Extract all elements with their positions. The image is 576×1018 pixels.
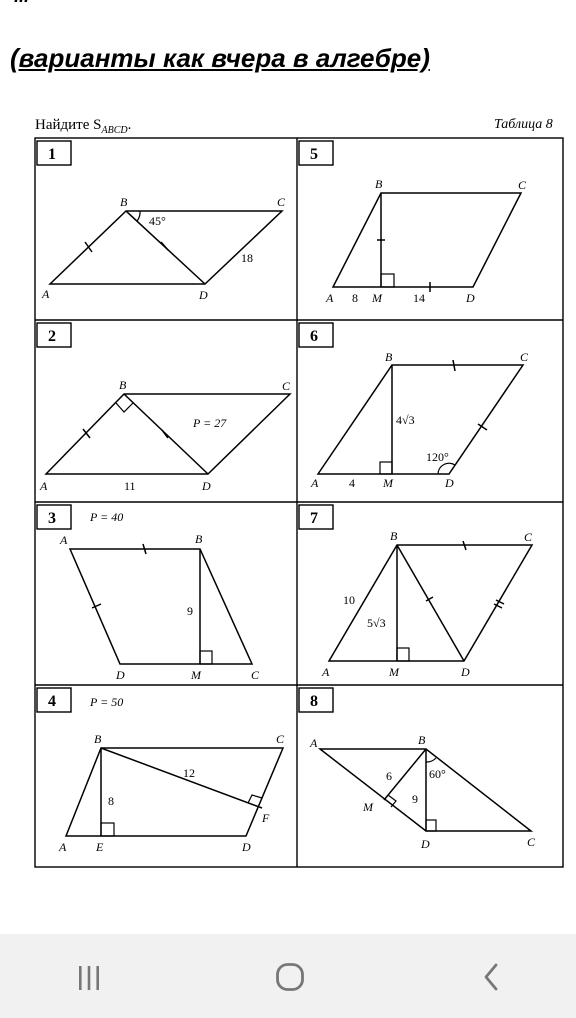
right-angle-mark-2 — [116, 403, 133, 412]
perimeter-label: P = 50 — [90, 695, 124, 709]
figure-4 — [58, 695, 285, 854]
label-b: B — [195, 532, 203, 546]
label-d: D — [116, 668, 125, 682]
label-a: A — [59, 840, 67, 854]
label-c: C — [520, 350, 529, 364]
label-b: B — [385, 350, 393, 364]
label-e: E — [96, 840, 104, 854]
home-icon — [274, 961, 306, 993]
label-m: M — [191, 668, 201, 682]
am-label: 8 — [352, 291, 358, 305]
diagonal-bd-7 — [397, 545, 464, 661]
cell-number-8: 8 — [310, 693, 318, 710]
label-a: A — [40, 479, 48, 493]
label-d: D — [445, 476, 454, 490]
label-b: B — [94, 732, 102, 746]
md-label: 14 — [413, 291, 425, 305]
perimeter-label: P = 27 — [193, 416, 227, 430]
figure-3 — [59, 510, 260, 682]
height-label: 5√3 — [367, 616, 386, 630]
label-d: D — [466, 291, 475, 305]
home-button[interactable] — [265, 952, 315, 1002]
label-d: D — [242, 840, 251, 854]
bd-label: 9 — [412, 792, 418, 806]
cell-number-1: 1 — [48, 146, 56, 163]
angle-label: 120° — [426, 450, 449, 464]
cell-number-4: 4 — [48, 693, 56, 710]
label-c: C — [276, 732, 285, 746]
table-label: Таблица 8 — [494, 117, 553, 132]
label-m: M — [363, 800, 373, 814]
back-button[interactable] — [467, 952, 517, 1002]
right-angle-mark-8a — [426, 820, 436, 831]
parallelogram-6 — [318, 365, 523, 474]
figure-1 — [41, 195, 286, 302]
bf-label: 12 — [183, 766, 195, 780]
system-navigation-bar — [0, 934, 576, 1018]
label-b: B — [375, 177, 383, 191]
parallelogram-4 — [66, 748, 283, 836]
parallelogram-5 — [333, 193, 521, 287]
label-a: A — [60, 533, 68, 547]
angle-label: 45° — [149, 214, 166, 228]
label-c: C — [518, 178, 527, 192]
right-angle-mark-4a — [101, 823, 114, 836]
right-angle-mark-7 — [397, 648, 409, 661]
label-c: C — [282, 379, 291, 393]
label-b: B — [119, 378, 127, 392]
label-a: A — [311, 476, 319, 490]
right-angle-mark-8b — [388, 795, 396, 807]
back-icon — [477, 962, 507, 992]
tick-bd-1 — [161, 242, 168, 250]
height-label: 9 — [187, 604, 193, 618]
tick-bc-6 — [453, 360, 455, 371]
figure-8 — [309, 733, 536, 851]
figure-5 — [325, 177, 527, 305]
label-b: B — [120, 195, 128, 209]
cell-number-2: 2 — [48, 328, 56, 345]
height-label: 8 — [108, 794, 114, 808]
angle-arc-1 — [137, 211, 140, 221]
angle-label: 60° — [429, 767, 446, 781]
label-d: D — [202, 479, 211, 493]
label-a: A — [326, 291, 334, 305]
label-a: A — [322, 665, 330, 679]
cell-number-5: 5 — [310, 146, 318, 163]
label-a: A — [42, 287, 50, 301]
label-m: M — [383, 476, 393, 490]
am-label: 4 — [349, 476, 355, 490]
label-m: M — [372, 291, 382, 305]
parallelogram-3 — [70, 549, 252, 664]
task-subscript: ABCD — [101, 125, 128, 136]
cell-number-3: 3 — [48, 510, 56, 527]
bm-label: 6 — [386, 769, 392, 783]
right-angle-mark-5 — [381, 274, 394, 287]
tick-ab-1 — [85, 242, 92, 252]
label-m: M — [389, 665, 399, 679]
label-c: C — [277, 195, 286, 209]
label-c: C — [527, 835, 536, 849]
side-label: 18 — [241, 251, 253, 265]
label-c: C — [524, 530, 533, 544]
right-angle-mark-6 — [380, 462, 392, 474]
cell-number-7: 7 — [310, 510, 318, 527]
right-angle-mark-3 — [200, 651, 212, 664]
recent-apps-icon — [74, 962, 104, 992]
label-b: B — [418, 733, 426, 747]
perimeter-label: P = 40 — [90, 510, 124, 524]
height-bf-4 — [101, 748, 262, 808]
label-d: D — [421, 837, 430, 851]
ab-label: 10 — [343, 593, 355, 607]
label-c: C — [251, 668, 260, 682]
cell-number-6: 6 — [310, 328, 318, 345]
label-d: D — [199, 288, 208, 302]
figure-2 — [39, 378, 291, 493]
parallelogram-2 — [46, 394, 290, 474]
tick-bd-2 — [162, 430, 168, 438]
diagonal-bd-2 — [124, 394, 208, 474]
label-d: D — [461, 665, 470, 679]
tick-ad-3 — [92, 604, 101, 608]
task-prefix: Найдите S — [35, 117, 102, 133]
recent-apps-button[interactable] — [64, 952, 114, 1002]
angle-arc-8 — [426, 758, 436, 762]
bottom-label: 11 — [124, 479, 136, 493]
figure-6 — [310, 350, 529, 490]
figure-7 — [321, 529, 533, 679]
task-suffix: . — [127, 117, 132, 133]
height-label: 4√3 — [396, 413, 415, 427]
label-a: A — [310, 736, 318, 750]
headline: (варианты как вчера в алгебре) — [10, 43, 430, 73]
label-b: B — [390, 529, 398, 543]
label-f: F — [262, 811, 270, 825]
